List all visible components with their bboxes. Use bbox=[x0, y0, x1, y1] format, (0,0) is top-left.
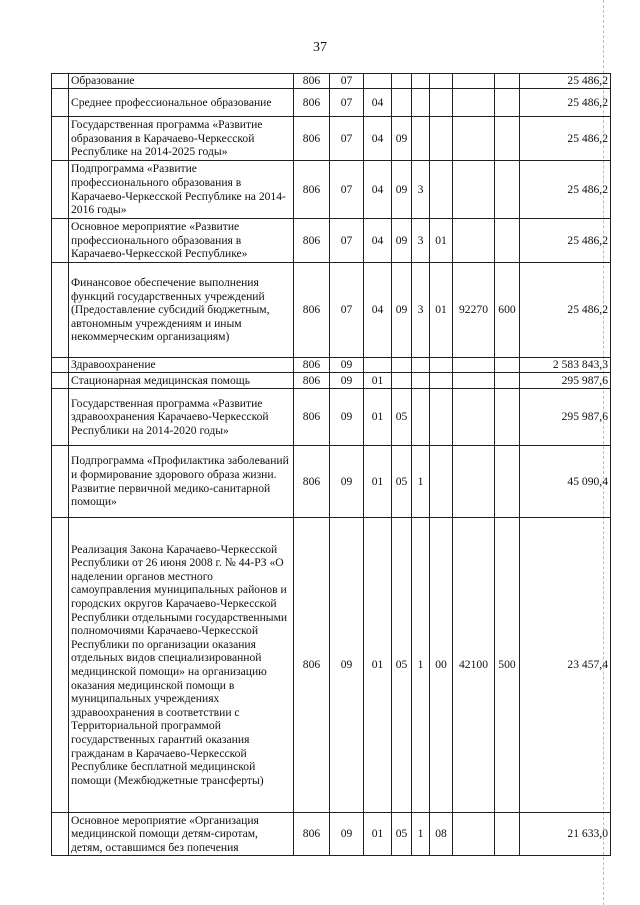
column-razdel: 07 bbox=[330, 263, 364, 358]
column-amount: 25 486,2 bbox=[520, 263, 611, 358]
column-csr-program: 05 bbox=[392, 518, 412, 813]
column-podrazdel: 01 bbox=[364, 389, 392, 446]
column-csr-subprogram bbox=[412, 373, 430, 389]
column-csr-event bbox=[430, 89, 453, 117]
column-amount: 25 486,2 bbox=[520, 219, 611, 263]
column-csr-direction: 92270 bbox=[453, 263, 495, 358]
column-podrazdel: 01 bbox=[364, 446, 392, 518]
column-csr-subprogram: 1 bbox=[412, 446, 430, 518]
column-csr-direction bbox=[453, 161, 495, 219]
column-csr-subprogram bbox=[412, 117, 430, 161]
column-vid-rashodov: 500 bbox=[495, 518, 520, 813]
column-ved: 806 bbox=[294, 219, 330, 263]
row-name: Среднее профессиональное образование bbox=[69, 89, 294, 117]
column-razdel: 07 bbox=[330, 219, 364, 263]
column-vid-rashodov bbox=[495, 161, 520, 219]
column-csr-event bbox=[430, 446, 453, 518]
row-marker-cell bbox=[52, 373, 69, 389]
column-csr-direction bbox=[453, 813, 495, 856]
row-marker-cell bbox=[52, 358, 69, 373]
table-row bbox=[52, 813, 611, 856]
column-csr-subprogram: 3 bbox=[412, 263, 430, 358]
column-csr-subprogram: 1 bbox=[412, 518, 430, 813]
row-marker-cell bbox=[52, 74, 69, 89]
row-name: Здравоохранение bbox=[69, 358, 294, 373]
column-csr-event: 01 bbox=[430, 263, 453, 358]
column-csr-event: 00 bbox=[430, 518, 453, 813]
column-podrazdel: 04 bbox=[364, 161, 392, 219]
column-csr-direction bbox=[453, 389, 495, 446]
column-amount: 25 486,2 bbox=[520, 161, 611, 219]
row-name: Подпрограмма «Профилактика заболеваний и формирование здорового образа жизни. Развитие первичной медико-санитарной помощи» bbox=[69, 446, 294, 518]
column-csr-subprogram bbox=[412, 89, 430, 117]
column-csr-event bbox=[430, 161, 453, 219]
column-csr-program: 09 bbox=[392, 219, 412, 263]
column-razdel: 09 bbox=[330, 446, 364, 518]
column-razdel: 09 bbox=[330, 358, 364, 373]
column-podrazdel: 01 bbox=[364, 518, 392, 813]
column-razdel: 07 bbox=[330, 161, 364, 219]
column-csr-subprogram: 1 bbox=[412, 813, 430, 856]
column-razdel: 07 bbox=[330, 89, 364, 117]
column-csr-program: 05 bbox=[392, 389, 412, 446]
row-marker-cell bbox=[52, 89, 69, 117]
row-name: Подпрограмма «Развитие профессионального образования в Карачаево-Черкесской Республике на 2014-2016 годы» bbox=[69, 161, 294, 219]
column-csr-program: 09 bbox=[392, 161, 412, 219]
column-csr-direction bbox=[453, 117, 495, 161]
column-podrazdel bbox=[364, 358, 392, 373]
column-ved: 806 bbox=[294, 117, 330, 161]
column-ved: 806 bbox=[294, 373, 330, 389]
column-csr-event bbox=[430, 373, 453, 389]
column-ved: 806 bbox=[294, 446, 330, 518]
column-vid-rashodov bbox=[495, 373, 520, 389]
column-vid-rashodov bbox=[495, 813, 520, 856]
column-csr-direction: 42100 bbox=[453, 518, 495, 813]
row-marker-cell bbox=[52, 117, 69, 161]
column-razdel: 09 bbox=[330, 389, 364, 446]
column-csr-event: 08 bbox=[430, 813, 453, 856]
table-body bbox=[52, 74, 611, 856]
column-csr-program bbox=[392, 373, 412, 389]
column-vid-rashodov bbox=[495, 219, 520, 263]
column-csr-event bbox=[430, 358, 453, 373]
column-amount: 25 486,2 bbox=[520, 89, 611, 117]
column-vid-rashodov bbox=[495, 117, 520, 161]
column-csr-program bbox=[392, 358, 412, 373]
table-row bbox=[52, 389, 611, 446]
column-amount: 25 486,2 bbox=[520, 117, 611, 161]
column-razdel: 09 bbox=[330, 518, 364, 813]
column-ved: 806 bbox=[294, 161, 330, 219]
table-row bbox=[52, 263, 611, 358]
column-vid-rashodov: 600 bbox=[495, 263, 520, 358]
row-marker-cell bbox=[52, 518, 69, 813]
table-row bbox=[52, 89, 611, 117]
budget-table bbox=[51, 73, 611, 856]
column-podrazdel: 04 bbox=[364, 219, 392, 263]
column-csr-program bbox=[392, 74, 412, 89]
column-csr-event bbox=[430, 74, 453, 89]
column-csr-direction bbox=[453, 89, 495, 117]
table-row bbox=[52, 358, 611, 373]
row-name: Основное мероприятие «Организация медицинской помощи детям-сиротам, детям, оставшимся без попечения bbox=[69, 813, 294, 856]
table-row bbox=[52, 117, 611, 161]
column-csr-event bbox=[430, 389, 453, 446]
table-row bbox=[52, 373, 611, 389]
column-ved: 806 bbox=[294, 518, 330, 813]
column-podrazdel: 04 bbox=[364, 117, 392, 161]
column-ved: 806 bbox=[294, 89, 330, 117]
row-marker-cell bbox=[52, 389, 69, 446]
row-name: Реализация Закона Карачаево-Черкесской Республики от 26 июня 2008 г. № 44-РЗ «О наделении органов местного самоуправления муниципальных районов и городских округов Карачаево-Черкесской Республики отдельными государственными полномочиями Карачаево-Черкесской Республики по организации оказания отдельных видов специализированной медицинской помощи» на организацию оказания медицинской помощи в муниципальных учреждениях здравоохранения в соответствии с Территориальной программой государственных гарантий оказания гражданам в Карачаево-Черкесской Республике бесплатной медицинской помощи (Межбюджетные трансферты) bbox=[69, 518, 294, 813]
page-number: 37 bbox=[313, 40, 327, 55]
column-ved: 806 bbox=[294, 263, 330, 358]
row-marker-cell bbox=[52, 813, 69, 856]
row-marker-cell bbox=[52, 446, 69, 518]
column-csr-subprogram: 3 bbox=[412, 219, 430, 263]
column-csr-program: 09 bbox=[392, 263, 412, 358]
column-razdel: 09 bbox=[330, 813, 364, 856]
column-amount: 23 457,4 bbox=[520, 518, 611, 813]
column-amount: 45 090,4 bbox=[520, 446, 611, 518]
row-marker-cell bbox=[52, 161, 69, 219]
row-name: Государственная программа «Развитие здравоохранения Карачаево-Черкесской Республики на 2014-2020 годы» bbox=[69, 389, 294, 446]
column-vid-rashodov bbox=[495, 389, 520, 446]
table-row bbox=[52, 74, 611, 89]
column-vid-rashodov bbox=[495, 89, 520, 117]
column-csr-program: 05 bbox=[392, 446, 412, 518]
column-csr-event bbox=[430, 117, 453, 161]
table-row bbox=[52, 446, 611, 518]
column-vid-rashodov bbox=[495, 74, 520, 89]
row-name: Стационарная медицинская помощь bbox=[69, 373, 294, 389]
column-csr-direction bbox=[453, 373, 495, 389]
table-row bbox=[52, 161, 611, 219]
column-csr-direction bbox=[453, 219, 495, 263]
column-ved: 806 bbox=[294, 358, 330, 373]
column-csr-subprogram bbox=[412, 389, 430, 446]
column-ved: 806 bbox=[294, 74, 330, 89]
row-marker-cell bbox=[52, 263, 69, 358]
row-name: Основное мероприятие «Развитие профессионального образования в Карачаево-Черкесской Республике» bbox=[69, 219, 294, 263]
column-razdel: 09 bbox=[330, 373, 364, 389]
column-podrazdel bbox=[364, 74, 392, 89]
column-csr-program: 05 bbox=[392, 813, 412, 856]
column-csr-subprogram: 3 bbox=[412, 161, 430, 219]
column-podrazdel: 04 bbox=[364, 89, 392, 117]
column-ved: 806 bbox=[294, 813, 330, 856]
row-name: Финансовое обеспечение выполнения функций государственных учреждений (Предоставление субсидий бюджетным, автономным учреждениям и иным некоммерческим организациям) bbox=[69, 263, 294, 358]
column-csr-subprogram bbox=[412, 358, 430, 373]
column-amount: 21 633,0 bbox=[520, 813, 611, 856]
column-amount: 25 486,2 bbox=[520, 74, 611, 89]
column-csr-subprogram bbox=[412, 74, 430, 89]
column-vid-rashodov bbox=[495, 446, 520, 518]
column-csr-event: 01 bbox=[430, 219, 453, 263]
row-name: Образование bbox=[69, 74, 294, 89]
column-amount: 295 987,6 bbox=[520, 389, 611, 446]
column-podrazdel: 04 bbox=[364, 263, 392, 358]
column-podrazdel: 01 bbox=[364, 373, 392, 389]
column-csr-direction bbox=[453, 358, 495, 373]
column-amount: 2 583 843,3 bbox=[520, 358, 611, 373]
column-csr-direction bbox=[453, 74, 495, 89]
column-razdel: 07 bbox=[330, 117, 364, 161]
column-razdel: 07 bbox=[330, 74, 364, 89]
row-marker-cell bbox=[52, 219, 69, 263]
column-csr-program: 09 bbox=[392, 117, 412, 161]
column-podrazdel: 01 bbox=[364, 813, 392, 856]
column-vid-rashodov bbox=[495, 358, 520, 373]
column-csr-program bbox=[392, 89, 412, 117]
column-ved: 806 bbox=[294, 389, 330, 446]
table-row bbox=[52, 518, 611, 813]
table-row bbox=[52, 219, 611, 263]
column-amount: 295 987,6 bbox=[520, 373, 611, 389]
column-csr-direction bbox=[453, 446, 495, 518]
row-name: Государственная программа «Развитие образования в Карачаево-Черкесской Республике на 2014-2025 годы» bbox=[69, 117, 294, 161]
